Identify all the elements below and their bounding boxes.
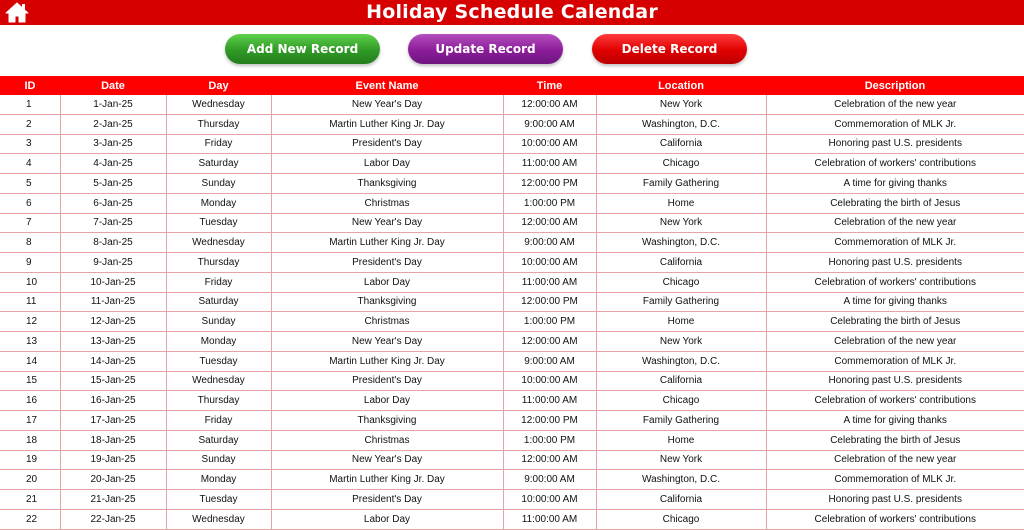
location-cell[interactable]: Chicago [596, 509, 766, 529]
day-cell[interactable]: Friday [166, 134, 271, 154]
location-cell[interactable]: California [596, 490, 766, 510]
description-cell[interactable]: Celebration of the new year [766, 95, 1024, 114]
date-cell[interactable]: 6-Jan-25 [60, 193, 166, 213]
time-cell[interactable]: 11:00:00 AM [503, 509, 596, 529]
date-cell[interactable]: 19-Jan-25 [60, 450, 166, 470]
time-cell[interactable]: 1:00:00 PM [503, 312, 596, 332]
date-cell[interactable]: 9-Jan-25 [60, 253, 166, 273]
time-cell[interactable]: 12:00:00 AM [503, 332, 596, 352]
id-cell[interactable]: 13 [0, 332, 60, 352]
column-header-id[interactable]: ID [0, 76, 60, 95]
day-cell[interactable]: Saturday [166, 154, 271, 174]
location-cell[interactable]: Home [596, 312, 766, 332]
event-name-cell[interactable]: Labor Day [271, 154, 503, 174]
table-row[interactable] [0, 253, 1024, 273]
description-cell[interactable]: Celebration of the new year [766, 213, 1024, 233]
date-cell[interactable]: 12-Jan-25 [60, 312, 166, 332]
date-cell[interactable]: 22-Jan-25 [60, 509, 166, 529]
day-cell[interactable]: Saturday [166, 292, 271, 312]
date-cell[interactable]: 7-Jan-25 [60, 213, 166, 233]
day-cell[interactable]: Thursday [166, 114, 271, 134]
time-cell[interactable]: 12:00:00 AM [503, 213, 596, 233]
event-name-cell[interactable]: Labor Day [271, 509, 503, 529]
day-cell[interactable]: Monday [166, 470, 271, 490]
event-name-cell[interactable]: New Year's Day [271, 213, 503, 233]
event-name-cell[interactable]: Thanksgiving [271, 292, 503, 312]
location-cell[interactable]: Family Gathering [596, 292, 766, 312]
description-cell[interactable]: Celebrating the birth of Jesus [766, 312, 1024, 332]
table-row[interactable] [0, 193, 1024, 213]
day-cell[interactable]: Wednesday [166, 233, 271, 253]
table-row[interactable] [0, 154, 1024, 174]
event-name-cell[interactable]: New Year's Day [271, 332, 503, 352]
description-cell[interactable]: Celebration of the new year [766, 450, 1024, 470]
time-cell[interactable]: 10:00:00 AM [503, 371, 596, 391]
table-row[interactable] [0, 509, 1024, 529]
update-record-button[interactable]: Update Record [408, 34, 563, 64]
delete-record-button[interactable]: Delete Record [592, 34, 747, 64]
description-cell[interactable]: Celebrating the birth of Jesus [766, 193, 1024, 213]
description-cell[interactable]: Commemoration of MLK Jr. [766, 351, 1024, 371]
column-header-time[interactable]: Time [503, 76, 596, 95]
id-cell[interactable]: 21 [0, 490, 60, 510]
id-cell[interactable]: 9 [0, 253, 60, 273]
day-cell[interactable]: Friday [166, 272, 271, 292]
id-cell[interactable]: 10 [0, 272, 60, 292]
add-new-record-button[interactable]: Add New Record [225, 34, 380, 64]
event-name-cell[interactable]: Christmas [271, 430, 503, 450]
event-name-cell[interactable]: Martin Luther King Jr. Day [271, 114, 503, 134]
time-cell[interactable]: 12:00:00 PM [503, 292, 596, 312]
date-cell[interactable]: 11-Jan-25 [60, 292, 166, 312]
id-cell[interactable]: 18 [0, 430, 60, 450]
table-row[interactable] [0, 332, 1024, 352]
day-cell[interactable]: Thursday [166, 253, 271, 273]
description-cell[interactable]: Celebration of workers' contributions [766, 154, 1024, 174]
day-cell[interactable]: Sunday [166, 450, 271, 470]
column-header-description[interactable]: Description [766, 76, 1024, 95]
event-name-cell[interactable]: Christmas [271, 193, 503, 213]
description-cell[interactable]: Celebration of workers' contributions [766, 391, 1024, 411]
location-cell[interactable]: Family Gathering [596, 411, 766, 431]
table-header-row [0, 76, 1024, 95]
time-cell[interactable]: 11:00:00 AM [503, 154, 596, 174]
date-cell[interactable]: 2-Jan-25 [60, 114, 166, 134]
date-cell[interactable]: 18-Jan-25 [60, 430, 166, 450]
day-cell[interactable]: Sunday [166, 312, 271, 332]
event-name-cell[interactable]: President's Day [271, 490, 503, 510]
time-cell[interactable]: 11:00:00 AM [503, 272, 596, 292]
location-cell[interactable]: New York [596, 213, 766, 233]
date-cell[interactable]: 15-Jan-25 [60, 371, 166, 391]
id-cell[interactable]: 17 [0, 411, 60, 431]
table-row[interactable] [0, 411, 1024, 431]
id-cell[interactable]: 3 [0, 134, 60, 154]
event-name-cell[interactable]: President's Day [271, 253, 503, 273]
table-row[interactable] [0, 391, 1024, 411]
date-cell[interactable]: 5-Jan-25 [60, 174, 166, 194]
location-cell[interactable]: California [596, 253, 766, 273]
date-cell[interactable]: 8-Jan-25 [60, 233, 166, 253]
id-cell[interactable]: 20 [0, 470, 60, 490]
event-name-cell[interactable]: Martin Luther King Jr. Day [271, 233, 503, 253]
date-cell[interactable]: 3-Jan-25 [60, 134, 166, 154]
id-cell[interactable]: 6 [0, 193, 60, 213]
event-name-cell[interactable]: New Year's Day [271, 450, 503, 470]
id-cell[interactable]: 5 [0, 174, 60, 194]
id-cell[interactable]: 19 [0, 450, 60, 470]
day-cell[interactable]: Tuesday [166, 351, 271, 371]
time-cell[interactable]: 12:00:00 PM [503, 411, 596, 431]
description-cell[interactable]: A time for giving thanks [766, 174, 1024, 194]
day-cell[interactable]: Wednesday [166, 371, 271, 391]
table-row[interactable] [0, 213, 1024, 233]
time-cell[interactable]: 1:00:00 PM [503, 193, 596, 213]
table-row[interactable] [0, 95, 1024, 114]
description-cell[interactable]: A time for giving thanks [766, 411, 1024, 431]
location-cell[interactable]: California [596, 371, 766, 391]
location-cell[interactable]: Washington, D.C. [596, 114, 766, 134]
day-cell[interactable]: Thursday [166, 391, 271, 411]
event-name-cell[interactable]: Labor Day [271, 391, 503, 411]
id-cell[interactable]: 1 [0, 95, 60, 114]
column-header-location[interactable]: Location [596, 76, 766, 95]
id-cell[interactable]: 11 [0, 292, 60, 312]
day-cell[interactable]: Wednesday [166, 95, 271, 114]
event-name-cell[interactable]: Christmas [271, 312, 503, 332]
table-row[interactable] [0, 450, 1024, 470]
day-cell[interactable]: Tuesday [166, 490, 271, 510]
time-cell[interactable]: 10:00:00 AM [503, 134, 596, 154]
description-cell[interactable]: A time for giving thanks [766, 292, 1024, 312]
event-name-cell[interactable]: New Year's Day [271, 95, 503, 114]
time-cell[interactable]: 9:00:00 AM [503, 470, 596, 490]
day-cell[interactable]: Friday [166, 411, 271, 431]
location-cell[interactable]: Chicago [596, 391, 766, 411]
table-row[interactable] [0, 470, 1024, 490]
location-cell[interactable]: Home [596, 430, 766, 450]
table-row[interactable] [0, 351, 1024, 371]
location-cell[interactable]: Home [596, 193, 766, 213]
event-name-cell[interactable]: President's Day [271, 371, 503, 391]
date-cell[interactable]: 13-Jan-25 [60, 332, 166, 352]
date-cell[interactable]: 20-Jan-25 [60, 470, 166, 490]
day-cell[interactable]: Tuesday [166, 213, 271, 233]
description-cell[interactable]: Honoring past U.S. presidents [766, 490, 1024, 510]
id-cell[interactable]: 14 [0, 351, 60, 371]
time-cell[interactable]: 9:00:00 AM [503, 114, 596, 134]
location-cell[interactable]: Family Gathering [596, 174, 766, 194]
date-cell[interactable]: 17-Jan-25 [60, 411, 166, 431]
location-cell[interactable]: Washington, D.C. [596, 233, 766, 253]
location-cell[interactable]: Chicago [596, 272, 766, 292]
date-cell[interactable]: 16-Jan-25 [60, 391, 166, 411]
column-header-day[interactable]: Day [166, 76, 271, 95]
day-cell[interactable]: Sunday [166, 174, 271, 194]
column-header-date[interactable]: Date [60, 76, 166, 95]
time-cell[interactable]: 10:00:00 AM [503, 490, 596, 510]
date-cell[interactable]: 14-Jan-25 [60, 351, 166, 371]
location-cell[interactable]: Washington, D.C. [596, 351, 766, 371]
time-cell[interactable]: 12:00:00 AM [503, 95, 596, 114]
table-row[interactable] [0, 233, 1024, 253]
day-cell[interactable]: Saturday [166, 430, 271, 450]
description-cell[interactable]: Honoring past U.S. presidents [766, 134, 1024, 154]
description-cell[interactable]: Celebration of the new year [766, 332, 1024, 352]
event-name-cell[interactable]: President's Day [271, 134, 503, 154]
location-cell[interactable]: Chicago [596, 154, 766, 174]
table-row[interactable] [0, 312, 1024, 332]
description-cell[interactable]: Honoring past U.S. presidents [766, 253, 1024, 273]
id-cell[interactable]: 8 [0, 233, 60, 253]
location-cell[interactable]: New York [596, 450, 766, 470]
table-row[interactable] [0, 490, 1024, 510]
event-name-cell[interactable]: Martin Luther King Jr. Day [271, 351, 503, 371]
table-row[interactable] [0, 292, 1024, 312]
id-cell[interactable]: 16 [0, 391, 60, 411]
table-row[interactable] [0, 371, 1024, 391]
date-cell[interactable]: 1-Jan-25 [60, 95, 166, 114]
date-cell[interactable]: 4-Jan-25 [60, 154, 166, 174]
event-name-cell[interactable]: Thanksgiving [271, 411, 503, 431]
description-cell[interactable]: Celebrating the birth of Jesus [766, 430, 1024, 450]
day-cell[interactable]: Monday [166, 193, 271, 213]
table-row[interactable] [0, 134, 1024, 154]
event-name-cell[interactable]: Martin Luther King Jr. Day [271, 470, 503, 490]
location-cell[interactable]: Washington, D.C. [596, 470, 766, 490]
description-cell[interactable]: Celebration of workers' contributions [766, 509, 1024, 529]
holiday-table [0, 76, 1024, 530]
description-cell[interactable]: Honoring past U.S. presidents [766, 371, 1024, 391]
table-row[interactable] [0, 114, 1024, 134]
table-row[interactable] [0, 174, 1024, 194]
description-cell[interactable]: Commemoration of MLK Jr. [766, 470, 1024, 490]
time-cell[interactable]: 9:00:00 AM [503, 351, 596, 371]
id-cell[interactable]: 22 [0, 509, 60, 529]
page-title: Holiday Schedule Calendar [366, 1, 658, 23]
event-name-cell[interactable]: Thanksgiving [271, 174, 503, 194]
location-cell[interactable]: New York [596, 95, 766, 114]
location-cell[interactable]: California [596, 134, 766, 154]
description-cell[interactable]: Celebration of workers' contributions [766, 272, 1024, 292]
time-cell[interactable]: 12:00:00 PM [503, 174, 596, 194]
day-cell[interactable]: Monday [166, 332, 271, 352]
day-cell[interactable]: Wednesday [166, 509, 271, 529]
id-cell[interactable]: 2 [0, 114, 60, 134]
time-cell[interactable]: 9:00:00 AM [503, 233, 596, 253]
description-cell[interactable]: Commemoration of MLK Jr. [766, 233, 1024, 253]
time-cell[interactable]: 12:00:00 AM [503, 450, 596, 470]
description-cell[interactable]: Commemoration of MLK Jr. [766, 114, 1024, 134]
location-cell[interactable]: New York [596, 332, 766, 352]
id-cell[interactable]: 7 [0, 213, 60, 233]
table-row[interactable] [0, 272, 1024, 292]
id-cell[interactable]: 4 [0, 154, 60, 174]
time-cell[interactable]: 1:00:00 PM [503, 430, 596, 450]
event-name-cell[interactable]: Labor Day [271, 272, 503, 292]
id-cell[interactable]: 12 [0, 312, 60, 332]
time-cell[interactable]: 11:00:00 AM [503, 391, 596, 411]
date-cell[interactable]: 21-Jan-25 [60, 490, 166, 510]
table-row[interactable] [0, 430, 1024, 450]
column-header-event-name[interactable]: Event Name [271, 76, 503, 95]
time-cell[interactable]: 10:00:00 AM [503, 253, 596, 273]
id-cell[interactable]: 15 [0, 371, 60, 391]
date-cell[interactable]: 10-Jan-25 [60, 272, 166, 292]
